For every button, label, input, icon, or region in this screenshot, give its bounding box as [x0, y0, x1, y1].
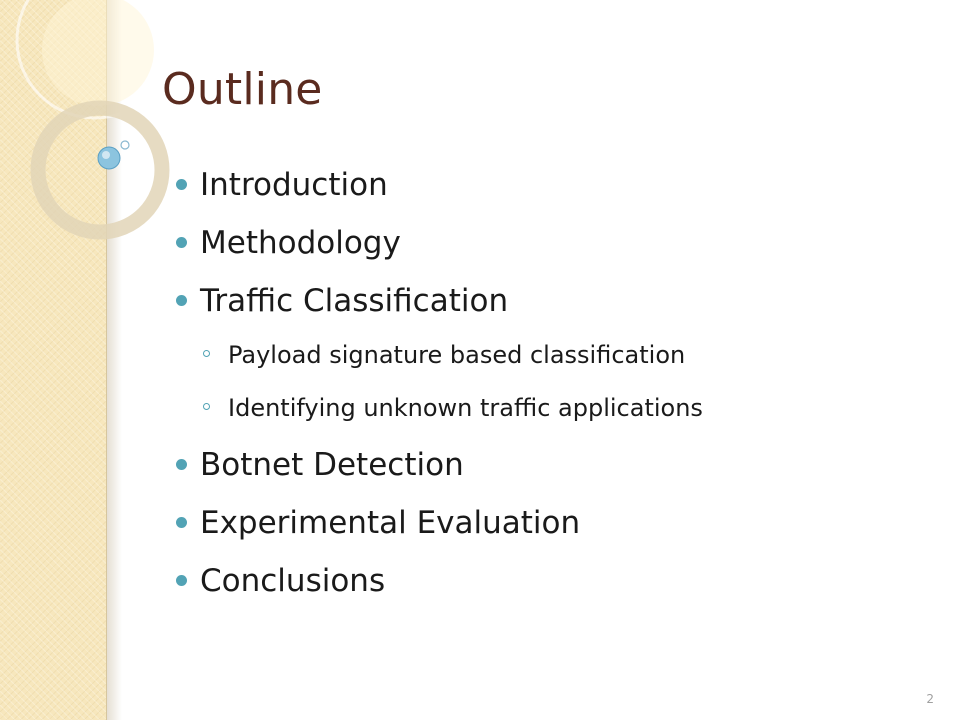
bullet-dot-icon [176, 179, 187, 190]
outline-item-botnet-detection [176, 440, 936, 498]
slide-title: Outline [162, 64, 323, 115]
bullet-dot-icon [176, 237, 187, 248]
outline-item-label: Conclusions [200, 563, 386, 599]
outline-item-conclusions [176, 556, 936, 614]
bullet-dot-icon [176, 459, 187, 470]
outline-subitem-label: Payload signature based classification [228, 341, 686, 369]
outline-subitem-label: Identifying unknown traffic applications [228, 394, 703, 422]
outline-item-label: Methodology [200, 225, 401, 261]
outline-item-introduction [176, 160, 936, 218]
bullet-ring-icon [203, 403, 210, 410]
outline-item-experimental-evaluation [176, 498, 936, 556]
outline-item-label: Experimental Evaluation [200, 505, 581, 541]
bullet-dot-icon [176, 517, 187, 528]
bullet-dot-icon [176, 295, 187, 306]
outline-subitem-unknown-traffic [176, 387, 936, 440]
outline-item-label: Botnet Detection [200, 447, 464, 483]
outline-item-methodology [176, 218, 936, 276]
bullet-ring-icon [203, 350, 210, 357]
outline-item-label: Introduction [200, 167, 388, 203]
outline-subitem-payload-signature [176, 334, 936, 387]
slide-number: 2 [926, 692, 934, 706]
outline-item-label: Traffic Classification [200, 283, 509, 319]
decorative-circles [0, 0, 180, 260]
bullet-dot-icon [176, 575, 187, 586]
outline-list [176, 160, 936, 614]
outline-item-traffic-classification [176, 276, 936, 334]
